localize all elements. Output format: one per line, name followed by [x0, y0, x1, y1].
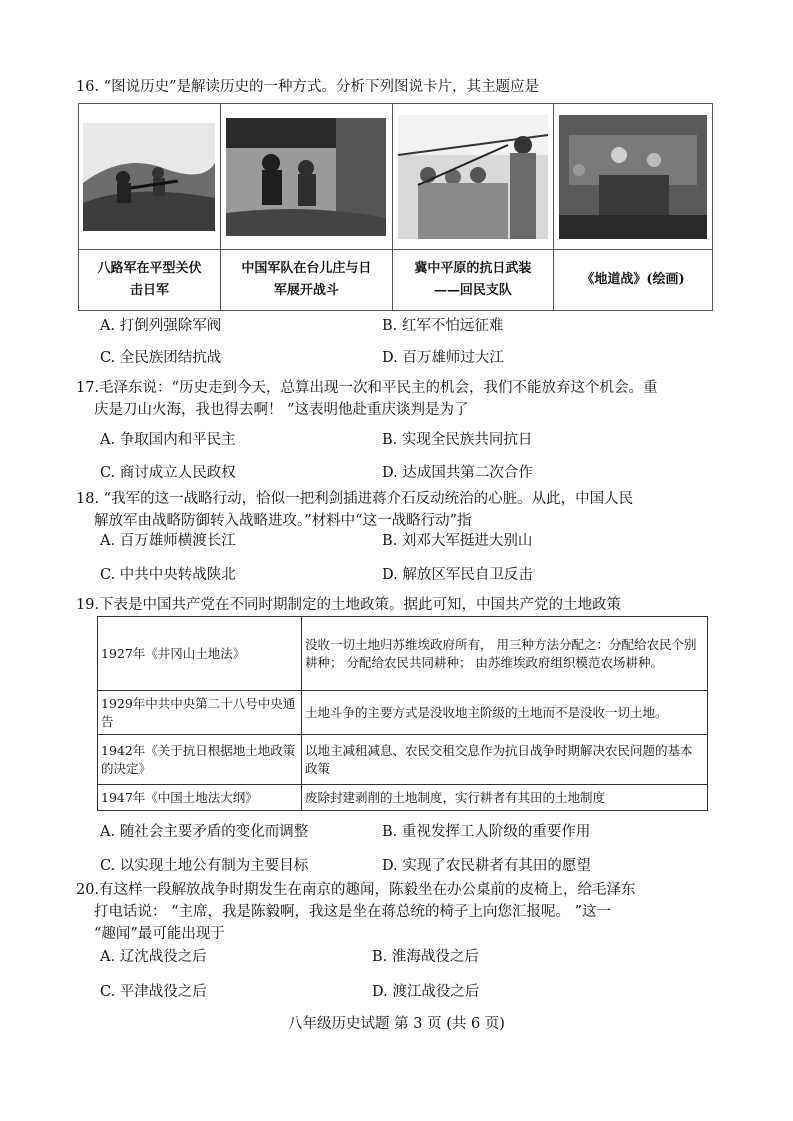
q18-option-a[interactable]: A. 百万雄师横渡长江	[100, 533, 236, 549]
card-1-caption	[79, 250, 221, 311]
content-cell: 没收一切土地归苏维埃政府所有， 用三种方法分配之：分配给农民个别耕种； 分配给农民共同耕种； 由苏维埃政府组织模范农场耕种。	[302, 617, 708, 691]
q20-stem-line3: “趣闻”最可能出现于	[94, 926, 225, 942]
q20-option-c[interactable]: C. 平津战役之后	[100, 984, 207, 1000]
q18-option-d[interactable]: D. 解放区军民自卫反击	[382, 567, 533, 583]
card-3-caption	[392, 250, 553, 311]
q16-option-a[interactable]: A. 打倒列强除军阀	[100, 318, 222, 334]
q18-stem-line1: 18. “我军的这一战略行动，恰似一把利剑插进蒋介石反动统治的心脏。从此，中国人民	[76, 491, 634, 507]
card-4-caption	[553, 250, 712, 311]
policy-cell: 1942年《关于抗日根据地土地政策的决定》	[98, 735, 302, 785]
q20-stem-line1: 20.有这样一段解放战争时期发生在南京的趣闻，陈毅坐在办公桌前的皮椅上，给毛泽东	[76, 882, 636, 898]
q16-picture-cards	[78, 103, 713, 311]
page-footer: 八年级历史试题 第 3 页 (共 6 页)	[288, 1016, 505, 1032]
card-1-caption-line2: 击日军	[129, 283, 169, 298]
q17-stem-line1: 17.毛泽东说：“历史走到今天，总算出现一次和平民主的机会，我们不能放弃这个机会。重	[76, 380, 658, 396]
q19-option-a[interactable]: A. 随社会主要矛盾的变化而调整	[100, 824, 309, 840]
q20-option-d[interactable]: D. 渡江战役之后	[372, 984, 480, 1000]
q18-option-c[interactable]: C. 中共中央转战陕北	[100, 567, 236, 583]
q17-option-b[interactable]: B. 实现全民族共同抗日	[382, 432, 533, 448]
q19-option-d[interactable]: D. 实现了农民耕者有其田的愿望	[382, 858, 591, 874]
card-3-caption-line2: ——回民支队	[433, 283, 512, 298]
q18-option-b[interactable]: B. 刘邓大军挺进大别山	[382, 533, 533, 549]
table-row	[98, 617, 708, 691]
content-cell: 以地主减租减息、农民交租交息作为抗日战争时期解决农民问题的基本政策	[302, 735, 708, 785]
card-2-image	[220, 104, 392, 250]
card-1-image	[79, 104, 221, 250]
policy-cell: 1927年《井冈山土地法》	[98, 617, 302, 691]
q20-option-a[interactable]: A. 辽沈战役之后	[100, 949, 207, 965]
card-3-image	[392, 104, 553, 250]
q17-option-d[interactable]: D. 达成国共第二次合作	[382, 465, 533, 481]
card-4-caption-line1: 《地道战》(绘画)	[581, 272, 685, 287]
table-row	[98, 691, 708, 735]
q18-stem-line2: 解放军由战略防御转入战略进攻。”材料中“这一战略行动”指	[94, 513, 472, 529]
content-cell: 废除封建剥削的土地制度，实行耕者有其田的土地制度	[302, 785, 708, 811]
land-policy-table	[97, 616, 708, 811]
card-3-caption-line1: 冀中平原的抗日武装	[414, 261, 532, 276]
q20-option-b[interactable]: B. 淮海战役之后	[372, 949, 479, 965]
policy-cell: 1929年中共中央第二十八号中央通告	[98, 691, 302, 735]
q17-stem	[76, 377, 716, 421]
q20-stem	[76, 879, 716, 945]
q16-stem: 16. “图说历史”是解读历史的一种方式。分析下列图说卡片，其主题应是	[76, 79, 539, 95]
q16-option-b[interactable]: B. 红军不怕远征难	[382, 318, 504, 334]
q19-stem: 19.下表是中国共产党在不同时期制定的土地政策。据此可知，中国共产党的土地政策	[76, 597, 622, 613]
card-2-caption-line1: 中国军队在台儿庄与日	[241, 261, 372, 276]
table-row	[98, 785, 708, 811]
tunnel-warfare-painting	[559, 115, 707, 239]
q20-stem-line2: 打电话说： “主席，我是陈毅啊，我这是坐在蒋总统的椅子上向您汇报呢。 ”这一	[94, 904, 612, 920]
q19-option-c[interactable]: C. 以实现土地公有制为主要目标	[100, 858, 309, 874]
policy-cell: 1947年《中国土地法大纲》	[98, 785, 302, 811]
table-row	[98, 735, 708, 785]
q16-option-d[interactable]: D. 百万雄师过大江	[382, 350, 504, 366]
card-4-image	[553, 104, 712, 250]
q17-stem-line2: 庆是刀山火海，我也得去啊！ ”这表明他赴重庆谈判是为了	[94, 402, 469, 418]
card-2-caption-line2: 军展开战斗	[273, 283, 339, 298]
q17-option-a[interactable]: A. 争取国内和平民主	[100, 432, 236, 448]
q17-option-c[interactable]: C. 商讨成立人民政权	[100, 465, 236, 481]
card-2-caption	[220, 250, 392, 311]
taierzhuang-photo	[226, 118, 386, 236]
q19-option-b[interactable]: B. 重视发挥工人阶级的重要作用	[382, 824, 591, 840]
pingxingguan-photo	[83, 123, 215, 231]
q18-stem	[76, 488, 716, 532]
q16-option-c[interactable]: C. 全民族团结抗战	[100, 350, 222, 366]
card-1-caption-line1: 八路军在平型关伏	[97, 261, 202, 276]
content-cell: 土地斗争的主要方式是没收地主阶级的土地而不是没收一切土地。	[302, 691, 708, 735]
huimin-detachment-photo	[398, 115, 548, 239]
